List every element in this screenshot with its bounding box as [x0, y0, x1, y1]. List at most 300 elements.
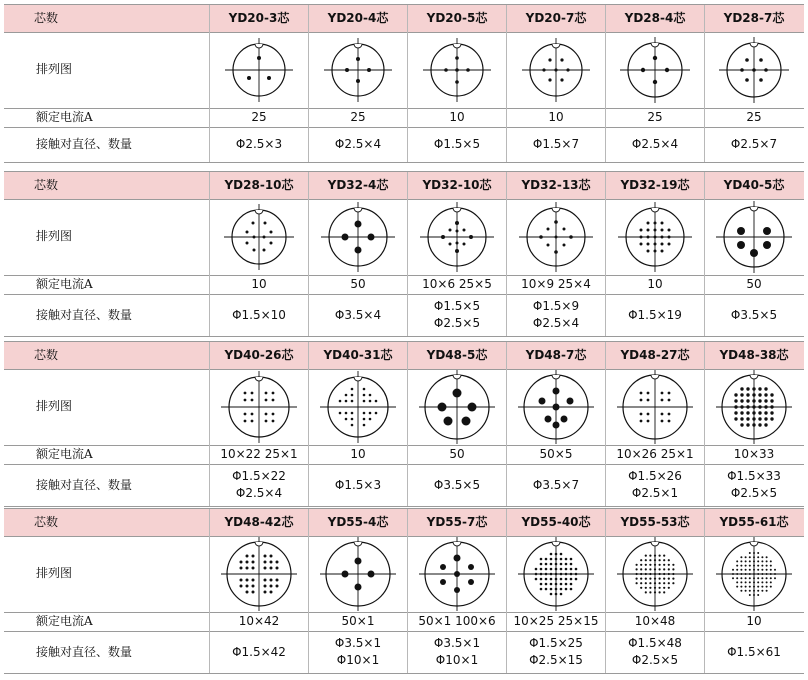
contact-pin — [649, 591, 651, 593]
contact-pin — [752, 393, 755, 396]
contact-pin — [535, 577, 538, 580]
layout-cell — [209, 31, 308, 108]
rated-current-value: 50×1 100×6 — [407, 612, 506, 631]
contact-spec: Φ1.5×3 — [334, 477, 382, 492]
contact-pin — [649, 568, 651, 570]
contact-pin — [265, 398, 268, 401]
contact-pin — [244, 391, 247, 394]
contact-pin — [570, 572, 573, 575]
contact-pin — [555, 592, 558, 595]
contact-pin — [565, 567, 568, 570]
contact-pin — [555, 235, 558, 238]
contact-pin — [659, 586, 661, 588]
contact-spec: Φ1.5×10 — [232, 307, 286, 322]
contact-pin — [668, 568, 670, 570]
layout-cell — [605, 198, 704, 275]
contact-pin — [272, 391, 275, 394]
contact-pin — [548, 78, 551, 81]
contact-pin — [654, 568, 656, 570]
contact-pin — [565, 562, 568, 565]
contact-spec: Φ2.5×5 — [433, 316, 481, 330]
pin-layout-diagram — [518, 370, 594, 444]
contact-pin — [740, 393, 743, 396]
contact-pin — [545, 567, 548, 570]
contact-pin — [535, 572, 538, 575]
contact-pin — [749, 581, 751, 583]
contact-cell — [704, 631, 803, 673]
contact-pin — [653, 55, 657, 59]
contact-pin — [356, 79, 360, 83]
contact-pin — [653, 79, 657, 83]
contact-pin — [560, 587, 563, 590]
contact-pin — [252, 560, 255, 563]
contact-pin — [649, 559, 651, 561]
contact-pin — [355, 246, 362, 253]
contact-spec: Φ3.5×5 — [730, 307, 778, 322]
contact-pin — [770, 405, 773, 408]
model-name: YD20-7芯 — [506, 5, 605, 32]
contact-pin — [367, 68, 371, 72]
contact-pin — [749, 552, 751, 554]
contact-pin — [560, 557, 563, 560]
contact-pin — [550, 562, 553, 565]
row-contact — [4, 127, 804, 163]
pin-layout-diagram — [419, 370, 495, 444]
rated-current-value: 10×33 — [704, 445, 803, 464]
contact-pin — [645, 554, 647, 556]
contact-pin — [749, 589, 751, 591]
key-notch — [651, 375, 659, 379]
contact-pin — [757, 568, 759, 570]
rated-current-value: 50×1 — [308, 612, 407, 631]
contact-pin — [663, 559, 665, 561]
rated-current-value: 25 — [209, 108, 308, 127]
contact-pin — [276, 566, 279, 569]
contact-pin — [355, 583, 362, 590]
contact-pin — [569, 235, 573, 239]
contact-pin — [270, 578, 273, 581]
pin-layout-diagram — [617, 370, 693, 444]
contact-pin — [263, 248, 266, 251]
contact-pin — [654, 228, 657, 231]
contact-pin — [454, 554, 461, 561]
contact-pin — [560, 552, 563, 555]
contact-cell — [605, 127, 704, 162]
contact-pin — [661, 249, 664, 252]
contact-pin — [463, 228, 466, 231]
contact-pin — [555, 557, 558, 560]
layout-cell — [308, 31, 407, 108]
pin-layout-diagram — [419, 33, 495, 107]
contact-pin — [555, 582, 558, 585]
contact-pin — [740, 556, 742, 558]
contact-pin — [636, 568, 638, 570]
contact-pin — [672, 568, 674, 570]
contact-pin — [757, 589, 759, 591]
key-notch — [354, 208, 362, 212]
contact-pin — [668, 235, 671, 238]
key-notch — [552, 44, 560, 48]
contact-pin — [745, 577, 747, 579]
contact-cell — [308, 127, 407, 162]
model-name: YD32-13芯 — [506, 172, 605, 199]
rated-current-value: 50×5 — [506, 445, 605, 464]
contact-pin — [252, 584, 255, 587]
contact-pin — [640, 586, 642, 588]
contact-pin — [554, 250, 558, 254]
contact-pin — [668, 391, 671, 394]
contact-pin — [276, 584, 279, 587]
rated-current-value: 10 — [209, 275, 308, 294]
contact-pin — [661, 412, 664, 415]
contact-pin — [668, 577, 670, 579]
contact-pin — [640, 419, 643, 422]
contact-cell — [506, 631, 605, 673]
contact-pin — [645, 582, 647, 584]
contact-pin — [463, 242, 466, 245]
contact-pin — [753, 568, 755, 570]
pin-layout-diagram — [716, 200, 792, 274]
contact-pin — [647, 398, 650, 401]
pin-layout-diagram — [518, 200, 594, 274]
contact-spec: Φ1.5×5 — [433, 299, 481, 313]
contact-pin — [369, 417, 372, 420]
contact-pin — [661, 242, 664, 245]
rated-current-value: 10×22 25×1 — [209, 445, 308, 464]
contact-spec: Φ2.5×3 — [235, 137, 283, 151]
contact-pin — [565, 587, 568, 590]
contact-cell — [308, 464, 407, 506]
contact-pin — [252, 221, 255, 224]
layout-cell — [209, 198, 308, 275]
contact-pin — [668, 559, 670, 561]
contact-pin — [540, 567, 543, 570]
contact-pin — [757, 552, 759, 554]
contact-pin — [369, 411, 372, 414]
contact-cell — [704, 127, 803, 162]
contact-pin — [440, 564, 446, 570]
contact-pin — [363, 411, 366, 414]
row-label: 额定电流A — [36, 110, 93, 124]
contact-pin — [763, 241, 771, 249]
row-current — [4, 275, 804, 295]
row-label: 接触对直径、数量 — [36, 477, 133, 492]
contact-pin — [757, 585, 759, 587]
contact-pin — [761, 568, 763, 570]
contact-pin — [375, 411, 378, 414]
contact-pin — [661, 235, 664, 238]
contact-pin — [545, 587, 548, 590]
contact-pin — [647, 391, 650, 394]
contact-pin — [665, 67, 669, 71]
contact-pin — [253, 248, 256, 251]
contact-pin — [753, 594, 755, 596]
contact-pin — [745, 581, 747, 583]
contact-pin — [444, 416, 453, 425]
contact-pin — [661, 398, 664, 401]
contact-pin — [345, 399, 348, 402]
contact-spec: Φ1.5×19 — [628, 307, 682, 322]
layout-cell — [308, 368, 407, 445]
contact-pin — [462, 416, 471, 425]
contact-pin — [761, 573, 763, 575]
contact-pin — [647, 419, 650, 422]
key-notch — [255, 377, 263, 381]
model-name: YD40-5芯 — [704, 172, 803, 199]
contact-pin — [745, 58, 749, 62]
contact-pin — [766, 577, 768, 579]
model-name: YD28-4芯 — [605, 5, 704, 32]
contact-pin — [734, 417, 737, 420]
contact-pin — [547, 227, 550, 230]
contact-pin — [649, 572, 651, 574]
model-name: YD32-10芯 — [407, 172, 506, 199]
contact-pin — [640, 563, 642, 565]
contact-pin — [770, 393, 773, 396]
contact-pin — [740, 560, 742, 562]
rated-current-value: 10 — [506, 108, 605, 127]
rated-current-value: 10×42 — [209, 612, 308, 631]
spec-section — [4, 171, 804, 336]
contact-spec: Φ1.5×9 — [532, 299, 580, 313]
contact-pin — [351, 411, 354, 414]
row-name — [4, 508, 804, 537]
row-current — [4, 108, 804, 128]
contact-pin — [668, 572, 670, 574]
contact-pin — [542, 68, 545, 71]
contact-pin — [654, 242, 657, 245]
contact-pin — [246, 554, 249, 557]
contact-pin — [770, 411, 773, 414]
contact-pin — [649, 563, 651, 565]
key-notch — [453, 208, 461, 212]
contact-pin — [759, 78, 763, 82]
contact-pin — [774, 577, 776, 579]
contact-pin — [757, 577, 759, 579]
contact-pin — [645, 577, 647, 579]
contact-pin — [668, 582, 670, 584]
layout-cell — [605, 368, 704, 445]
contact-pin — [570, 557, 573, 560]
contact-pin — [454, 587, 460, 593]
pin-layout-diagram — [716, 537, 792, 611]
model-name: YD55-53芯 — [605, 509, 704, 536]
rated-current-value: 25 — [308, 108, 407, 127]
row-label: 排列图 — [36, 229, 73, 243]
contact-pin — [252, 590, 255, 593]
contact-pin — [246, 241, 249, 244]
contact-pin — [545, 577, 548, 580]
contact-pin — [732, 573, 734, 575]
contact-pin — [770, 573, 772, 575]
row-name — [4, 341, 804, 370]
rated-current-value: 10×48 — [605, 612, 704, 631]
contact-pin — [554, 68, 557, 71]
contact-pin — [466, 68, 470, 72]
contact-pin — [363, 399, 366, 402]
contact-cell — [605, 294, 704, 336]
contact-spec: Φ1.5×26 — [628, 469, 682, 483]
contact-pin — [555, 552, 558, 555]
row-current — [4, 445, 804, 465]
contact-pin — [761, 556, 763, 558]
contact-cell — [704, 294, 803, 336]
key-notch — [651, 43, 659, 47]
row-label: 接触对直径、数量 — [36, 137, 133, 151]
contact-pin — [645, 559, 647, 561]
contact-pin — [560, 567, 563, 570]
contact-pin — [540, 572, 543, 575]
contact-pin — [351, 417, 354, 420]
key-notch — [255, 44, 263, 48]
layout-cell — [605, 535, 704, 612]
contact-spec: Φ2.5×4 — [334, 137, 382, 151]
contact-pin — [456, 229, 459, 232]
contact-pin — [745, 585, 747, 587]
contact-pin — [553, 387, 560, 394]
contact-pin — [740, 568, 742, 570]
contact-pin — [545, 572, 548, 575]
contact-pin — [757, 581, 759, 583]
model-name: YD28-10芯 — [209, 172, 308, 199]
contact-pin — [640, 235, 643, 238]
contact-pin — [746, 393, 749, 396]
contact-pin — [565, 582, 568, 585]
key-notch — [354, 542, 362, 546]
contact-pin — [368, 233, 375, 240]
contact-spec: Φ2.5×4 — [631, 137, 679, 151]
contact-pin — [659, 554, 661, 556]
contact-pin — [647, 221, 650, 224]
contact-pin — [575, 577, 578, 580]
contact-pin — [740, 573, 742, 575]
contact-pin — [253, 235, 256, 238]
model-name: YD48-7芯 — [506, 342, 605, 369]
contact-pin — [563, 227, 566, 230]
contact-pin — [746, 411, 749, 414]
contact-pin — [757, 594, 759, 596]
contact-pin — [540, 582, 543, 585]
contact-pin — [659, 572, 661, 574]
contact-pin — [454, 571, 460, 577]
contact-pin — [736, 585, 738, 587]
key-notch — [255, 210, 263, 214]
layout-cell — [407, 535, 506, 612]
contact-pin — [264, 590, 267, 593]
layout-cell — [704, 368, 803, 445]
contact-pin — [550, 552, 553, 555]
contact-pin — [548, 58, 551, 61]
contact-pin — [339, 399, 342, 402]
contact-pin — [753, 556, 755, 558]
contact-pin — [647, 235, 650, 238]
contact-pin — [575, 572, 578, 575]
key-notch — [552, 542, 560, 546]
pin-layout-diagram — [221, 370, 297, 444]
contact-pin — [636, 582, 638, 584]
contact-pin — [246, 578, 249, 581]
contact-pin — [455, 221, 459, 225]
contact-spec: Φ2.5×5 — [730, 486, 778, 500]
contact-pin — [758, 393, 761, 396]
contact-pin — [640, 577, 642, 579]
contact-pin — [745, 556, 747, 558]
contact-pin — [758, 387, 761, 390]
contact-pin — [244, 398, 247, 401]
contact-cell — [704, 464, 803, 506]
rated-current-value: 10×25 25×15 — [506, 612, 605, 631]
contact-pin — [244, 412, 247, 415]
contact-pin — [770, 417, 773, 420]
contact-pin — [240, 560, 243, 563]
contact-pin — [363, 423, 366, 426]
layout-cell — [209, 368, 308, 445]
model-name: YD32-4芯 — [308, 172, 407, 199]
contact-pin — [246, 566, 249, 569]
contact-pin — [654, 221, 657, 224]
model-name: YD55-40芯 — [506, 509, 605, 536]
contact-pin — [758, 411, 761, 414]
contact-pin — [766, 560, 768, 562]
contact-cell — [506, 294, 605, 336]
contact-pin — [545, 562, 548, 565]
model-name: YD48-27芯 — [605, 342, 704, 369]
contact-pin — [640, 559, 642, 561]
contact-pin — [766, 573, 768, 575]
contact-pin — [264, 554, 267, 557]
contact-pin — [342, 570, 349, 577]
contact-pin — [740, 585, 742, 587]
contact-pin — [740, 589, 742, 591]
contact-pin — [766, 556, 768, 558]
contact-spec: Φ1.5×33 — [727, 469, 781, 483]
contact-pin — [441, 235, 445, 239]
contact-pin — [746, 423, 749, 426]
contact-pin — [561, 415, 568, 422]
contact-pin — [734, 405, 737, 408]
contact-pin — [663, 577, 665, 579]
contact-pin — [659, 568, 661, 570]
contact-pin — [740, 387, 743, 390]
contact-pin — [758, 417, 761, 420]
contact-pin — [468, 579, 474, 585]
contact-pin — [654, 591, 656, 593]
contact-pin — [745, 560, 747, 562]
contact-pin — [263, 235, 266, 238]
spec-section — [4, 508, 804, 673]
contact-pin — [539, 235, 543, 239]
contact-pin — [654, 559, 656, 561]
contact-pin — [560, 562, 563, 565]
contact-pin — [272, 419, 275, 422]
layout-cell — [209, 535, 308, 612]
contact-pin — [663, 591, 665, 593]
contact-spec: Φ1.5×25 — [529, 636, 583, 650]
contact-pin — [550, 577, 553, 580]
contact-pin — [540, 562, 543, 565]
contact-pin — [449, 228, 452, 231]
contact-pin — [753, 581, 755, 583]
contact-pin — [570, 577, 573, 580]
contact-pin — [745, 589, 747, 591]
contact-pin — [240, 584, 243, 587]
contact-pin — [251, 419, 254, 422]
row-label: 接触对直径、数量 — [36, 307, 133, 322]
contact-pin — [659, 563, 661, 565]
contact-spec: Φ10×1 — [435, 653, 479, 667]
contact-spec: Φ3.5×1 — [433, 636, 481, 650]
contact-pin — [764, 405, 767, 408]
